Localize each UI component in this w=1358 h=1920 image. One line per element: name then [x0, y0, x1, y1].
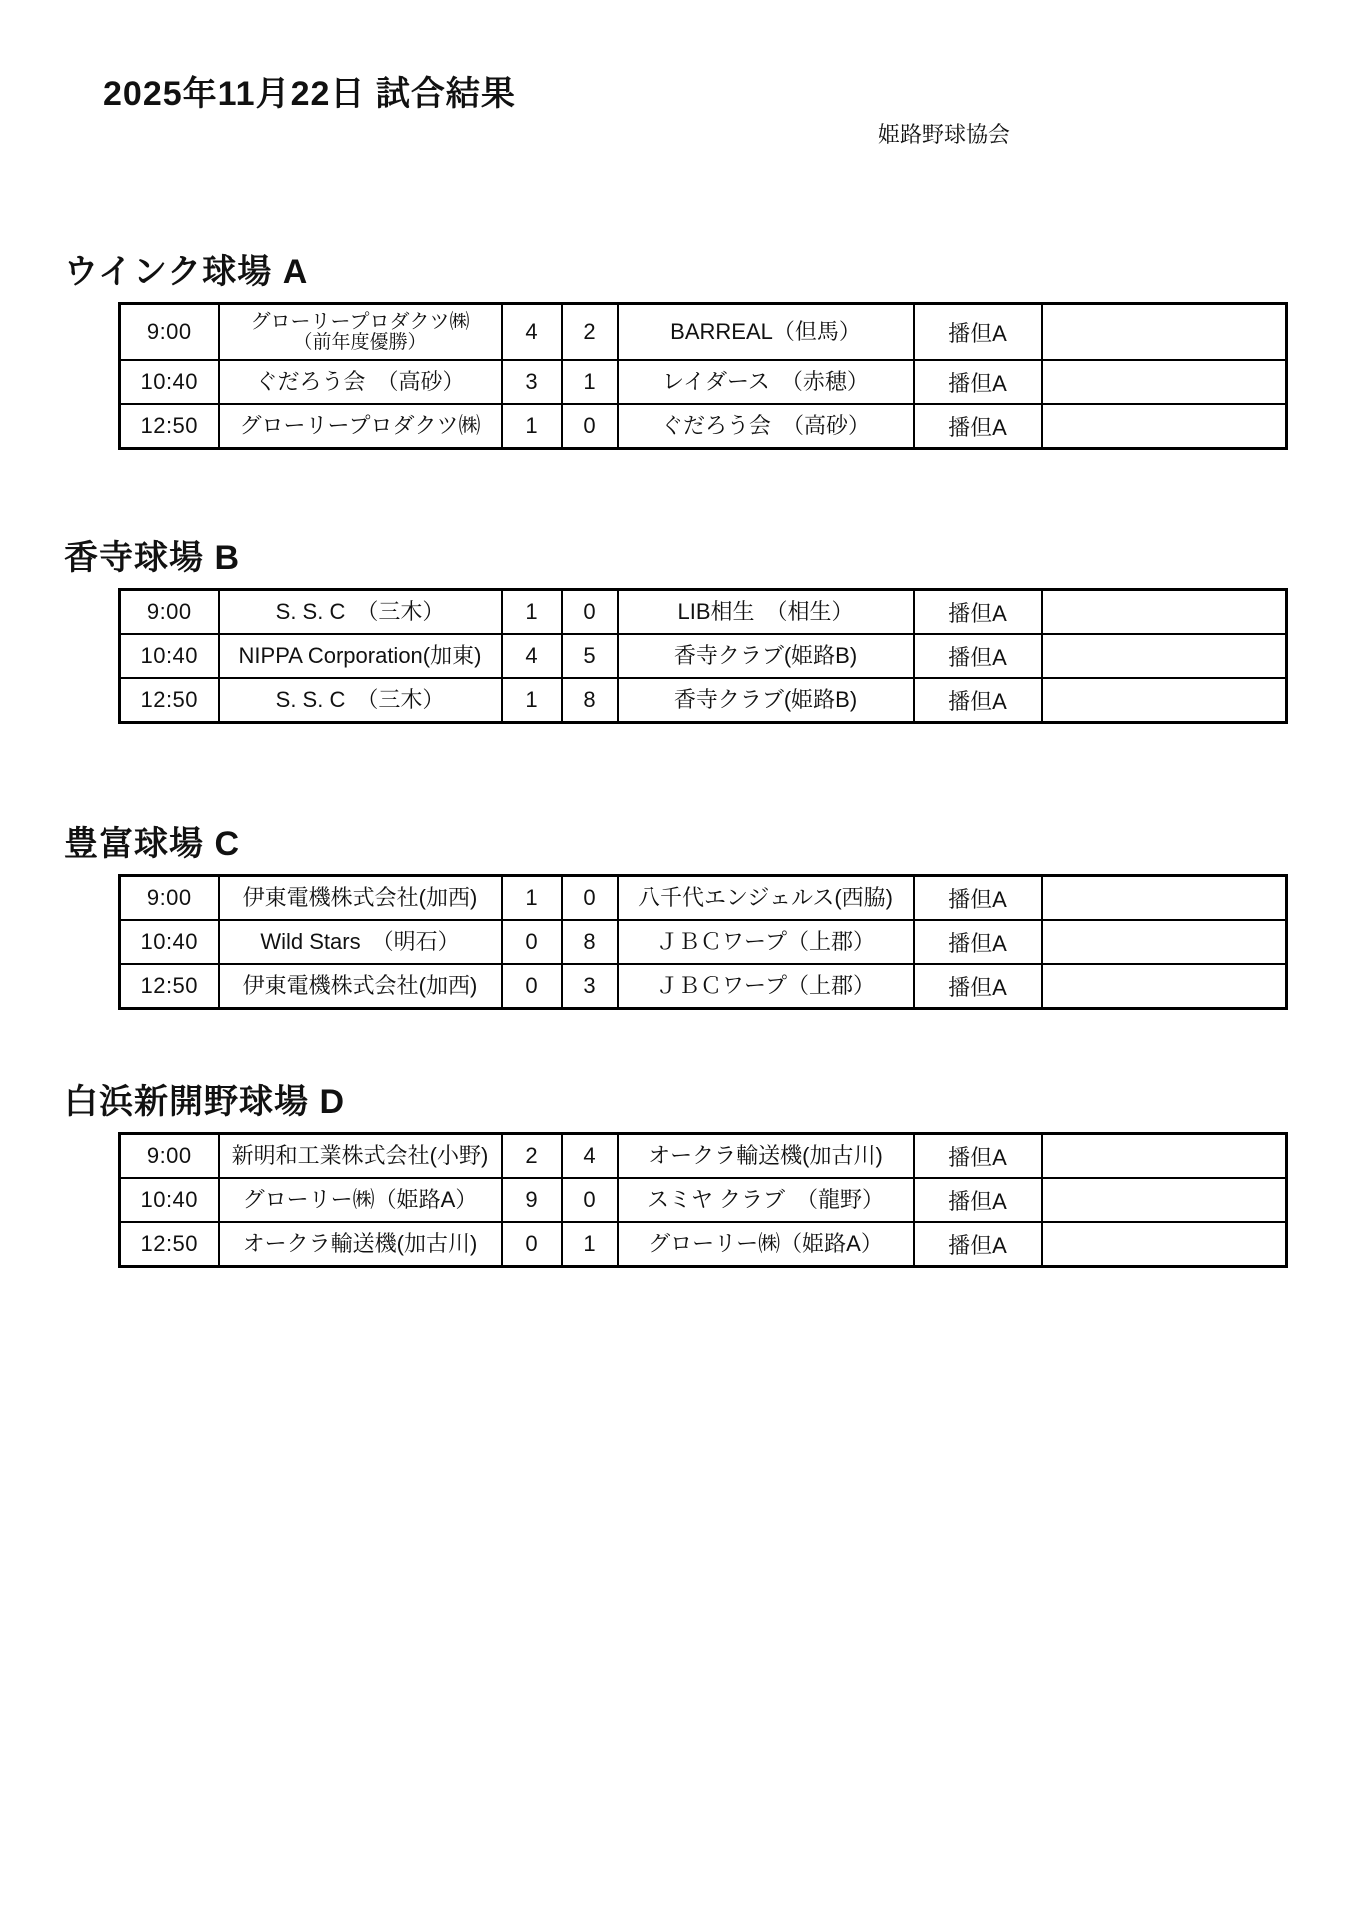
- away-team-name: ＪＢＣワープ（上郡）: [656, 929, 875, 955]
- league-cell: 播但A: [914, 304, 1042, 361]
- home-team-cell: [219, 678, 502, 723]
- league-cell: 播但A: [914, 590, 1042, 635]
- league-cell: 播但A: [914, 1222, 1042, 1267]
- home-score-cell: 4: [502, 304, 562, 361]
- away-team-name: ＪＢＣワープ（上郡）: [656, 973, 875, 999]
- home-score-cell: 4: [502, 634, 562, 678]
- results-table: [118, 302, 1288, 450]
- time-cell: 10:40: [120, 634, 219, 678]
- venue-name: ウインク球場 A: [64, 253, 309, 291]
- away-team-cell: [618, 1134, 914, 1179]
- home-score-cell: 0: [502, 920, 562, 964]
- away-team-cell: [618, 404, 914, 449]
- venue-name: 白浜新開野球場 D: [64, 1083, 345, 1121]
- remarks-cell: [1042, 590, 1287, 635]
- home-team-name: S. S. C （三木）: [275, 599, 445, 625]
- home-score-cell: 0: [502, 964, 562, 1009]
- page-title: 2025年11月22日 試合結果: [103, 75, 516, 113]
- away-team-cell: [618, 1222, 914, 1267]
- home-team-name: グローリープロダクツ㈱: [250, 311, 470, 334]
- remarks-cell: [1042, 360, 1287, 404]
- game-row: [120, 634, 1287, 678]
- time-cell: 9:00: [120, 1134, 219, 1179]
- away-team-name: ぐだろう会 （高砂）: [660, 413, 870, 439]
- away-score-cell: 0: [562, 876, 618, 921]
- away-score-cell: 5: [562, 634, 618, 678]
- game-row: [120, 678, 1287, 723]
- league-cell: 播但A: [914, 634, 1042, 678]
- away-team-name: オークラ輸送機(加古川): [648, 1143, 883, 1169]
- time-cell: 10:40: [120, 1178, 219, 1222]
- home-team-cell: [219, 304, 502, 361]
- away-team-cell: [618, 634, 914, 678]
- home-team-name: グローリープロダクツ㈱: [239, 413, 481, 439]
- away-score-cell: 8: [562, 920, 618, 964]
- home-team-cell: [219, 590, 502, 635]
- away-team-cell: [618, 1178, 914, 1222]
- venue-section-c: [0, 824, 1358, 1010]
- away-team-name: 香寺クラブ(姫路B): [673, 687, 858, 713]
- game-row: [120, 1178, 1287, 1222]
- game-row: [120, 1222, 1287, 1267]
- away-team-cell: [618, 304, 914, 361]
- away-team-name: 香寺クラブ(姫路B): [673, 643, 858, 669]
- time-cell: 12:50: [120, 1222, 219, 1267]
- away-team-name: LIB相生 （相生）: [677, 599, 854, 625]
- remarks-cell: [1042, 304, 1287, 361]
- remarks-cell: [1042, 876, 1287, 921]
- time-cell: 9:00: [120, 876, 219, 921]
- remarks-cell: [1042, 1222, 1287, 1267]
- time-cell: 9:00: [120, 304, 219, 361]
- home-team-name: ぐだろう会 （高砂）: [255, 369, 465, 395]
- away-score-cell: 0: [562, 590, 618, 635]
- home-team-name: グローリー㈱（姫路A）: [242, 1187, 478, 1213]
- home-team-cell: [219, 360, 502, 404]
- results-table: [118, 1132, 1288, 1268]
- away-team-cell: [618, 678, 914, 723]
- time-cell: 9:00: [120, 590, 219, 635]
- home-score-cell: 1: [502, 876, 562, 921]
- league-cell: 播但A: [914, 1134, 1042, 1179]
- venue-name: 豊富球場 C: [64, 825, 240, 863]
- game-row: [120, 1134, 1287, 1179]
- home-team-name: 新明和工業株式会社(小野): [231, 1143, 489, 1169]
- game-row: [120, 920, 1287, 964]
- game-row: [120, 404, 1287, 449]
- home-score-cell: 1: [502, 404, 562, 449]
- league-cell: 播但A: [914, 404, 1042, 449]
- away-score-cell: 4: [562, 1134, 618, 1179]
- results-table: [118, 874, 1288, 1010]
- home-team-cell: [219, 404, 502, 449]
- away-score-cell: 8: [562, 678, 618, 723]
- home-score-cell: 1: [502, 678, 562, 723]
- remarks-cell: [1042, 964, 1287, 1009]
- game-row: [120, 876, 1287, 921]
- league-cell: 播但A: [914, 920, 1042, 964]
- home-team-name: Wild Stars （明石）: [260, 929, 460, 955]
- home-score-cell: 0: [502, 1222, 562, 1267]
- remarks-cell: [1042, 678, 1287, 723]
- remarks-cell: [1042, 404, 1287, 449]
- organization-name: 姫路野球協会: [877, 122, 1010, 147]
- away-team-cell: [618, 876, 914, 921]
- remarks-cell: [1042, 1178, 1287, 1222]
- away-team-name: BARREAL（但馬）: [670, 319, 861, 345]
- home-team-cell: [219, 1178, 502, 1222]
- time-cell: 10:40: [120, 920, 219, 964]
- home-team-cell: [219, 920, 502, 964]
- away-team-name: 八千代エンジェルス(西脇): [637, 885, 893, 911]
- home-team-cell: [219, 1222, 502, 1267]
- home-team-name: 伊東電機株式会社(加西): [242, 973, 478, 999]
- time-cell: 12:50: [120, 964, 219, 1009]
- league-cell: 播但A: [914, 876, 1042, 921]
- away-team-cell: [618, 920, 914, 964]
- away-score-cell: 1: [562, 1222, 618, 1267]
- league-cell: 播但A: [914, 360, 1042, 404]
- time-cell: 10:40: [120, 360, 219, 404]
- home-score-cell: 2: [502, 1134, 562, 1179]
- venue-section-b: [0, 538, 1358, 724]
- remarks-cell: [1042, 1134, 1287, 1179]
- away-score-cell: 2: [562, 304, 618, 361]
- home-team-note: （前年度優勝）: [293, 332, 427, 354]
- game-row: [120, 360, 1287, 404]
- home-score-cell: 9: [502, 1178, 562, 1222]
- remarks-cell: [1042, 920, 1287, 964]
- home-score-cell: 1: [502, 590, 562, 635]
- venue-name: 香寺球場 B: [64, 539, 240, 577]
- away-score-cell: 0: [562, 1178, 618, 1222]
- time-cell: 12:50: [120, 404, 219, 449]
- home-team-cell: [219, 964, 502, 1009]
- league-cell: 播但A: [914, 678, 1042, 723]
- away-team-cell: [618, 590, 914, 635]
- league-cell: 播但A: [914, 1178, 1042, 1222]
- home-team-name: 伊東電機株式会社(加西): [242, 885, 478, 911]
- remarks-cell: [1042, 634, 1287, 678]
- away-score-cell: 1: [562, 360, 618, 404]
- away-team-cell: [618, 964, 914, 1009]
- home-team-cell: [219, 634, 502, 678]
- home-team-name: オークラ輸送機(加古川): [242, 1231, 478, 1257]
- venue-section-d: [0, 1082, 1358, 1268]
- home-team-cell: [219, 1134, 502, 1179]
- away-team-name: スミヤ クラブ （龍野）: [646, 1187, 885, 1213]
- home-team-name: NIPPA Corporation(加東): [238, 643, 482, 669]
- game-row: [120, 304, 1287, 361]
- results-table: [118, 588, 1288, 724]
- home-team-cell: [219, 876, 502, 921]
- league-cell: 播但A: [914, 964, 1042, 1009]
- venue-section-a: [0, 252, 1358, 450]
- away-score-cell: 3: [562, 964, 618, 1009]
- game-row: [120, 590, 1287, 635]
- away-team-name: レイダース （赤穂）: [662, 369, 869, 395]
- away-team-name: グローリー㈱（姫路A）: [648, 1231, 883, 1257]
- away-score-cell: 0: [562, 404, 618, 449]
- time-cell: 12:50: [120, 678, 219, 723]
- game-row: [120, 964, 1287, 1009]
- away-team-cell: [618, 360, 914, 404]
- home-team-name: S. S. C （三木）: [275, 687, 445, 713]
- home-score-cell: 3: [502, 360, 562, 404]
